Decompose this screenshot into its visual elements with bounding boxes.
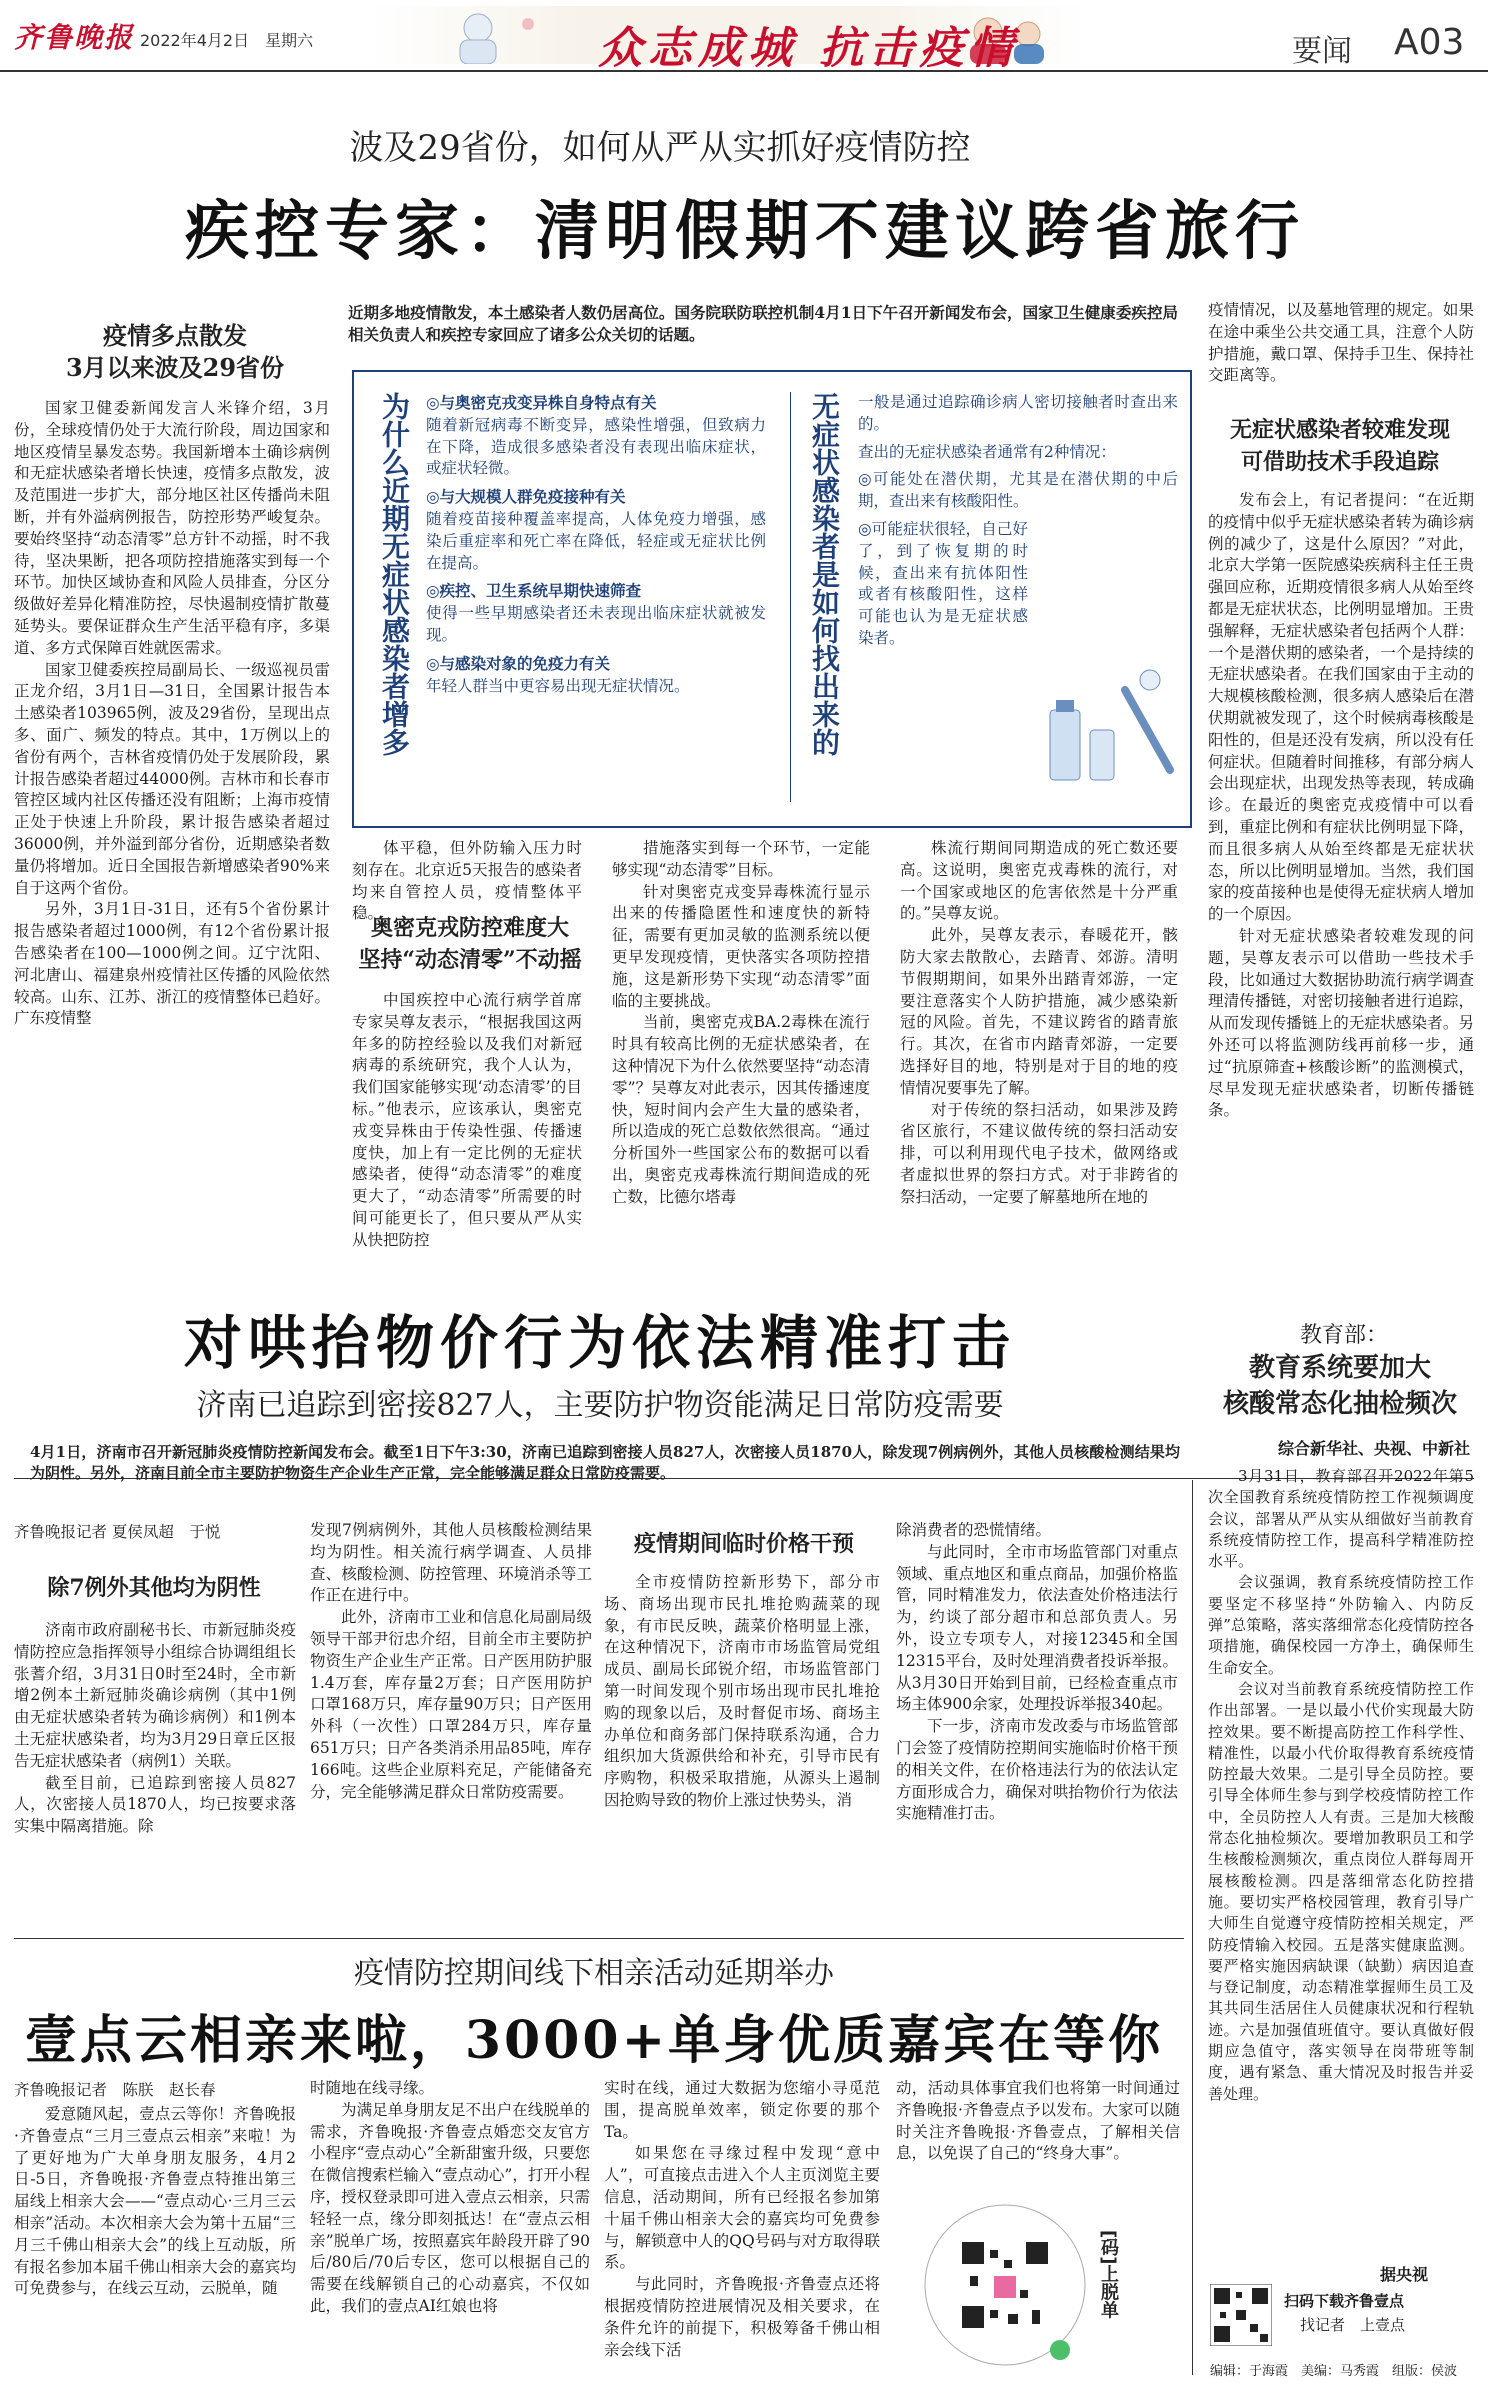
story1-column-3: 措施落实到每一个环节，一定能够实现“动态清零”目标。 针对奥密克戎变异毒株流行显示出来的传播隐匿性和速度快的新特征，需要有更加灵敏的监测系统以便更早发现疫情，更快落实各项防控措施，这是新形势下实现“动态清零”面临的主要挑战。 当前，奥密克戎BA.2毒株在流行时具有较高比例的无症状感染者，在这种情况下为什么依然要坚持“动态清零”？吴尊友对此表示，因其传播速度快，短时间内会产生大量的感染者，所以造成的死亡总数依然很高。“通过分析国外一些国家公布的数据可以看出，奥密克戎毒株流行期间造成的死亡数，比德尔塔毒 [612, 839, 870, 1206]
page-number: A03 [1394, 22, 1465, 63]
box-left-text: ◎与奥密克戎变异株自身特点有关 随着新冠病毒不断变异，感染性增强，但致病力在下降，造成很多感染者没有表现出临床症状，或症状轻微。 ◎与大规模人群免疫接种有关 随着疫苗接种覆盖率提高，人体免疫力增强，感染后重症率和死亡率在降低，轻症或无症状比例在提高。 ◎疾控、卫生系统早期快速筛查 使得一些早期感染者还未表现出临床症状就被发现。 ◎与感染对象的免疫力有关 年轻人群当中更容易出现无症状情况。 [426, 393, 766, 695]
story2-column-2: 发现7例病例外，其他人员核酸检测结果均为阴性。相关流行病学调查、人员排查、核酸检测、防控管理、环境消杀等工作正在进行中。 此外，济南市工业和信息化局副局级领导干部尹衍忠介绍，目前全市主要防护物资生产企业生产正常。日产医用防护服1.4万套，库存量2万套；日产医用防护口罩168万只，库存量90万只；日产医用外科（一次性）口罩284万只，库存量651万只；日产各类消杀用品85吨，库存166吨。这些企业原料充足，产能储备充分，完全能够满足群众日常防疫需要。 [310, 1521, 592, 1801]
masthead-logo: 齐鲁晚报 [14, 21, 135, 54]
vaccine-illustration-icon [1030, 650, 1180, 810]
story1-column-1: 国家卫健委新闻发言人米锋介绍，3月份，全球疫情仍处于大流行阶段，周边国家和地区疫情呈暴发态势。我国新增本土确诊病例和无症状感染者增长快速，疫情多点散发，波及范围进一步扩大，部分地区社区传播尚未阻断，并有外溢病例报告，防控形势严峻复杂。要始终坚持“动态清零”总方针不动摇，时不我待，坚决果断，把各项防控措施落实到每一个环节。加快区域协查和风险人员排查，分区分级做好差异化精准防控，尽快遏制疫情扩散蔓延势头。要保证群众生产生活平稳有序，多渠道、多方式保障百姓就医需求。 国家卫健委疾控局副局长、一级巡视员雷正龙介绍，3月1日—31日，全国累计报告本土感染者103965例，波及29省份，呈现出点多、面广、频发的特点。其中，1万例以上的省份有两个，吉林省疫情仍处于发展阶段，累计报告感染者超过44000例。吉林市和长春市管控区域内社区传播还没有阻断；上海市疫情正处于快速上升阶段，累计报告感染者超过36000例，并外溢到部分省份，近期感染者数量仍将增加。近日全国报告新增感染者90%来自于这两个省份。 另外，3月1日-31日，还有5个省份累计报告感染者超过1000例，有12个省份累计报告感染者在100—1000例之间。辽宁沈阳、河北唐山、福建泉州疫情社区传播的风险依然较高。山东、江苏、浙江的疫情整体已趋好。广东疫情整 [14, 399, 330, 1028]
footer-scan-text: 扫码下载齐鲁壹点 [1284, 2292, 1405, 2310]
story1-kicker: 波及29省份，如何从严从实抓好疫情防控 [349, 128, 971, 168]
story2-column-4: 除消费者的恐慌情绪。 与此同时，全市市场监管部门对重点领域、重点地区和重点商品，加强价格监管，同时精准发力，依法查处价格违法行为，约谈了部分超市和总部负责人。另外，设立专项专人，对接12345和全国12315平台，及时处理消费者投诉举报。从3月30日开始到目前，已经检查重点市场主体900余家，处理投诉举报340起。 下一步，济南市发改委与市场监管部门会签了疫情防控期间实施临时价格干预的相关文件，在价格违法行为的依法认定方面形成合力，确保对哄抬物价行为依法实施精准打击。 [896, 1521, 1178, 1823]
story4-headline: 壹点云相亲来啦，3000+单身优质嘉宾在等你 [24, 2010, 1164, 2071]
story1-column-5a: 疫情情况，以及墓地管理的规定。如果在途中乘坐公共交通工具，注意个人防护措施，戴口罩、保持手卫生、保持社交距离等。 [1208, 301, 1474, 385]
story3-source: 据央视 [1380, 2265, 1429, 2284]
story1-column-2: 体平稳，但外防输入压力时刻存在。北京近5天报告的感染者均来自管控人员，疫情整体平稳。 [352, 839, 582, 923]
story4-top-rule [14, 1938, 1184, 1939]
story1-subhead-2: 奥密克戎防控难度大 坚持“动态清零”不动摇 [358, 915, 582, 973]
story2-column-3: 全市疫情防控新形势下，部分市场、商场出现市民扎堆抢购蔬菜的现象，有市民反映，蔬菜价格明显上涨，在这种情况下，济南市市场监管局党组成员、副局长邱锐介绍，市场监管部门第一时间发现个别市场出现市民扎堆抢购的现象以后，及时督促市场、商场主办单位和商务部门保持联系沟通，合力组织加大货源供给和补充，引导市民有序购物，积极采取措施，从源头上遏制因抢购导致的物价上涨过快势头，消 [604, 1573, 880, 1809]
story2-subhead: 济南已追踪到密接827人，主要防护物资能满足日常防疫需要 [196, 1388, 1004, 1423]
section-name: 要闻 [1292, 34, 1352, 69]
story4-column-1: 爱意随风起，壹点云等你！齐鲁晚报·齐鲁壹点“三月三壹点云相亲”来啦！为了更好地为广大单身朋友服务，4月2日-5日，齐鲁晚报·齐鲁壹点特推出第三届线上相亲大会——“壹点动心·三月三云相亲”活动。本次相亲大会为第十五届“三月三千佛山相亲大会”的线上互动版，所有报名参加本届千佛山相亲大会的嘉宾均可免费参与，在线云互动，云脱单，随 [14, 2105, 296, 2298]
story1-headline: 疾控专家：清明假期不建议跨省旅行 [185, 194, 1305, 269]
box-title-right: 无症状感染者是如何找出来的 [808, 392, 841, 756]
box-right-text: 一般是通过追踪确诊病人密切接触者时查出来的。 查出的无症状感染者通常有2种情况： ◎可能处在潜伏期，尤其是在潜伏期的中后期，查出来有核酸阳性。 ◎可能症状很轻，自己好了，到了恢复期的时候，查出来有抗体阳性或者有核酸阳性，这样可能也认为是无症状感染者。 [858, 393, 1178, 647]
banner-slogan: 众志成城 抗击疫情 [598, 23, 1020, 74]
story2-lead: 4月1日，济南市召开新冠肺炎疫情防控新闻发布会。截至1日下午3:30，济南已追踪到密接人员827人，次密接人员1870人，除发现7例病例外，其他人员核酸检测结果均为阴性。另外，济南目前全市主要防护物资生产企业生产正常，完全能够满足群众日常防疫需要。 [30, 1443, 1180, 1482]
story3-body: 3月31日，教育部召开2022年第5次全国教育系统疫情防控工作视频调度会议，部署从严从实从细做好当前教育系统疫情防控工作，提高科学精准防控水平。 会议强调，教育系统疫情防控工作要坚定不移坚持“外防输入、内防反弹”总策略，落实落细常态化疫情防控各项措施，确保校园一方净土，确保师生生命安全。 会议对当前教育系统疫情防控工作作出部署。一是以最小代价实现最大防控效果。要不断提高防控工作科学性、精准性，以最小代价取得教育系统疫情防控最大效果。二是引导全员防控。要引导全体师生参与到学校疫情防控工作中，全员防控人人有责。三是加大核酸常态化抽检频次。要增加教职员工和学生核酸检测频次，重点岗位人群每周开展核酸检测。四是落细常态化防控措施。要切实严格校园管理，教育引导广大师生自觉遵守疫情防控相关规定，严防疫情输入校园。五是落实健康监测。要严格实施因病缺课（缺勤）病因追查与登记制度，动态精准掌握师生员工及其共同生活居住人员健康状况和行程轨迹。六是加强值班值守。要认真做好假期应急值守，落实领导在岗带班等制度，遇有紧急、重大情况及时报告并妥善处理。 [1208, 1467, 1474, 2103]
story1-subhead-1: 疫情多点散发 3月以来波及29省份 [65, 321, 285, 382]
story2-subhead-2: 疫情期间临时价格干预 [633, 1531, 854, 1557]
story2-byline: 齐鲁晚报记者 夏侯凤超 于悦 [14, 1523, 221, 1541]
footer-reporter-text: 找记者 上壹点 [1300, 2316, 1406, 2334]
story1-column-5b: 发布会上，有记者提问：“在近期的疫情中似乎无症状感染者转为确诊病例的减少了，这是什么原因？”对此，北京大学第一医院感染疾病科主任王贵强回应称，近期疫情很多病人从始至终都是无症状状态，比例明显增加。王贵强解释，无症状感染者包括两个人群：一个是潜伏期的感染者，一个是持续的无症状感染者。在我们国家由于主动的大规模核酸检测，很多病人感染后在潜伏期就被发现了，这个时候病毒核酸是阳性的，但是还没有发病，所以没有任何症状。但随着时间推移，有部分病人会出现症状，出现发热等表现，转成确诊。在最近的奥密克戎疫情中可以看到，重症比例和有症状比例明显下降，而且很多病人从始至终都是无症状状态，所以比例明显增加。当然，我们国家的疫苗接种也是使得无症状病人增加的一个原因。 针对无症状感染者较难发现的问题，吴尊友表示可以借助一些技术手段，比如通过大数据协助流行病学调查理清传播链，对密切接触者进行追踪，从而发现传播链上的无症状感染者。另外还可以将监测防线再前移一步，通过“抗原筛查+核酸诊断”的监测模式，尽早发现无症状感染者，切断传播链条。 [1208, 491, 1474, 1120]
story3-headline: 教育系统要加大 核酸常态化抽检频次 [1222, 1353, 1457, 1419]
footer-credits: 编辑：于海霞 美编：马秀霞 组版：侯波 [1210, 2364, 1458, 2379]
qr-label: [码]上脱单 [1098, 2230, 1119, 2319]
box-title-left: 为什么近期无症状感染者增多 [378, 392, 411, 756]
app-qr-code-icon[interactable] [1210, 2284, 1272, 2346]
story4-byline: 齐鲁晚报记者 陈朕 赵长春 [14, 2081, 216, 2099]
story1-column-4: 株流行期间同期造成的死亡数还要高。这说明，奥密克戎毒株的流行，对一个国家或地区的危害依然是十分严重的。”吴尊友说。 此外，吴尊友表示，春暖花开，骸防大家去散散心，去踏青、郊游。清明节假期期间，如果外出踏青郊游，一定要注意落实个人防护措施，减少感染新冠的风险。首先，不建议跨省的踏青旅行。其次，在省市内踏青郊游，一定要选择好目的地，特别是对于目的地的疫情情况要事先了解。 对于传统的祭扫活动，如果涉及跨省区旅行，不建议做传统的祭扫活动安排，可以利用现代电子技术，做网络或者虚拟世界的祭扫方式。对于非跨省的祭扫活动，一定要了解墓地所在地的 [900, 839, 1178, 1206]
right-column-rule [1192, 1480, 1193, 2375]
story4-column-4: 动，活动具体事宜我们也将第一时间通过齐鲁晚报·齐鲁壹点予以发布。大家可以随时关注齐鲁晚报·齐鲁壹点，了解相关信息，以免误了自己的“终身大事”。 [896, 2079, 1180, 2163]
story3-kicker: 教育部： [1300, 1323, 1389, 1348]
issue-date: 2022年4月2日 星期六 [140, 31, 314, 50]
story2-column-1: 济南市政府副秘书长、市新冠肺炎疫情防控应急指挥领导小组综合协调组组长张蓍介绍，3月31日0时至24时，全市新增2例本土新冠肺炎确诊病例（其中1例由无症状感染者转为确诊病例）和1例本土无症状感染者，均为3月29日章丘区报告无症状感染者（病例1）关联。 截至目前，已追踪到密接人员827人，次密接人员1870人，均已按要求落实集中隔离措施。除 [14, 1621, 296, 1836]
story4-column-2: 时随地在线寻缘。 为满足单身朋友足不出户在线脱单的需求，齐鲁晚报·齐鲁壹点婚恋交友官方小程序“壹点动心”全新甜蜜升级，只要您在微信搜索栏输入“壹点动心”，打开小程序，授权登录即可进入壹点云相亲，只需轻轻一点，缘分即刻抵达！在“壹点云相亲”脱单广场，按照嘉宾年龄段开辟了90后/80后/70后专区，您可以根据自己的需要在线解锁自己的心动嘉宾，不仅如此，我们的壹点AI红娘也将 [310, 2079, 590, 2315]
story2-subhead-1: 除7例外其他均为阴性 [47, 1575, 261, 1601]
story2-headline: 对哄抬物价行为依法精准打击 [183, 1309, 1016, 1377]
qr-code-icon[interactable] [920, 2200, 1090, 2370]
story1-column-2b: 中国疾控中心流行病学首席专家吴尊友表示，“根据我国这两年多的防控经验以及我们对新冠病毒的系统研究，我个人认为，我们国家能够实现‘动态清零’的目标。”他表示，应该承认，奥密克戎变异株由于传染性强、传播速度快，加上有一定比例的无症状感染者，使得“动态清零”的难度更大了，“动态清零”所需要的时间可能更长了，但只要从严从实从快把防控 [352, 991, 582, 1249]
story4-column-3: 实时在线，通过大数据为您缩小寻觅范围，提高脱单效率，锁定你要的那个Ta。 如果您在寻缘过程中发现“意中人”，可直接点击进入个人主页浏览主要信息，活动期间，所有已经报名参加第十届千佛山相亲大会的嘉宾均可免费参与，解锁意中人的QQ号码与对方取得联系。 与此同时，齐鲁晚报·齐鲁壹点还将根据疫情防控进展情况及相关要求，在条件允许的前提下，积极筹备千佛山相亲会线下活 [604, 2079, 880, 2359]
story1-subhead-3: 无症状感染者较难发现 可借助技术手段追踪 [1229, 417, 1450, 475]
story1-source: 综合新华社、央视、中新社 [1277, 1439, 1470, 1458]
story4-kicker: 疫情防控期间线下相亲活动延期举办 [354, 1956, 834, 1991]
story1-lead: 近期多地疫情散发，本土感染者人数仍居高位。国务院联防联控机制4月1日下午召开新闻发布会，国家卫生健康委疾控局相关负责人和疾控专家回应了诸多公众关切的话题。 [348, 303, 1178, 344]
box-divider [790, 392, 791, 802]
